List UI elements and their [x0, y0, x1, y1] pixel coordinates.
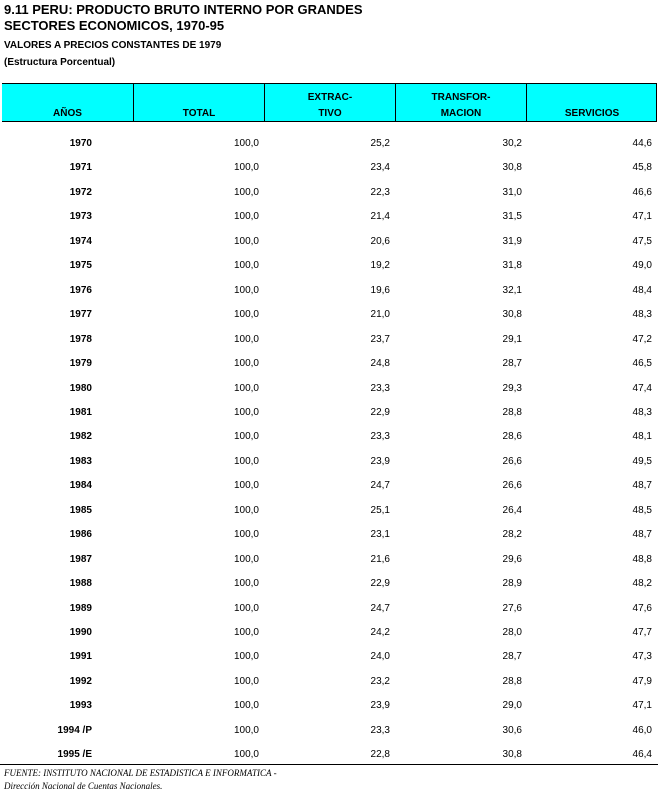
- row-servicios: 47,5: [632, 235, 652, 247]
- row-transformacion: 26,6: [502, 455, 522, 467]
- row-servicios: 47,1: [632, 211, 652, 223]
- row-year: 1984: [69, 480, 92, 492]
- row-servicios: 45,8: [632, 162, 652, 174]
- row-transformacion: 30,8: [502, 162, 522, 174]
- row-servicios: 48,5: [632, 504, 652, 516]
- row-transformacion: 26,4: [502, 504, 522, 516]
- row-transformacion: 28,0: [502, 627, 522, 638]
- row-transformacion: 26,6: [502, 480, 522, 492]
- row-total: 100,0: [233, 480, 259, 492]
- table-title-line2: SECTORES ECONOMICOS, 1970-95: [4, 18, 225, 33]
- column-header-transformacion: TRANSFOR- MACION: [395, 84, 526, 121]
- row-year: 1974: [69, 235, 92, 247]
- table-row: [0, 455, 658, 469]
- row-transformacion: 31,5: [502, 211, 522, 223]
- table-row: [0, 235, 658, 249]
- row-transformacion: 28,6: [502, 431, 522, 443]
- row-total: 100,0: [233, 529, 259, 541]
- table-row: [0, 333, 658, 347]
- row-total: 100,0: [233, 260, 259, 272]
- footer-divider: [0, 764, 658, 765]
- row-total: 100,0: [233, 211, 259, 223]
- table-row: [0, 430, 658, 444]
- row-year: 1979: [69, 358, 92, 370]
- table-subtitle: VALORES A PRECIOS CONSTANTES DE 1979: [4, 40, 222, 51]
- row-year: 1981: [69, 406, 92, 418]
- table-row: [0, 748, 658, 762]
- row-extractivo: 21,4: [370, 211, 390, 223]
- column-header-anos: AÑOS: [53, 108, 82, 119]
- row-extractivo: 24,2: [370, 627, 390, 638]
- table-row: [0, 357, 658, 371]
- row-servicios: 46,0: [632, 724, 652, 736]
- row-extractivo: 23,3: [370, 431, 390, 443]
- row-servicios: 46,6: [632, 186, 652, 198]
- row-servicios: 47,7: [632, 627, 652, 638]
- table-row: [0, 675, 658, 689]
- row-extractivo: 23,1: [370, 529, 390, 541]
- table-row: [0, 210, 658, 224]
- row-transformacion: 31,8: [502, 260, 522, 272]
- row-servicios: 44,6: [632, 138, 652, 149]
- row-year: 1976: [69, 284, 92, 296]
- row-total: 100,0: [233, 700, 259, 712]
- row-extractivo: 19,6: [370, 284, 390, 296]
- row-servicios: 49,0: [632, 260, 652, 272]
- row-servicios: 49,5: [632, 455, 652, 467]
- row-extractivo: 23,3: [370, 382, 390, 394]
- row-total: 100,0: [233, 553, 259, 565]
- row-servicios: 48,3: [632, 309, 652, 321]
- row-year: 1990: [69, 627, 92, 638]
- row-year: 1985: [69, 504, 92, 516]
- row-servicios: 47,2: [632, 333, 652, 345]
- row-year: 1994 /P: [57, 724, 92, 736]
- table-row: [0, 161, 658, 175]
- source-note-line1: FUENTE: INSTITUTO NACIONAL DE ESTADISTICA E INFORMATICA -: [4, 768, 277, 778]
- row-year: 1975: [69, 260, 92, 272]
- row-transformacion: 30,2: [502, 138, 522, 149]
- row-extractivo: 22,8: [370, 749, 390, 761]
- row-extractivo: 24,0: [370, 651, 390, 663]
- row-total: 100,0: [233, 578, 259, 590]
- table-row: [0, 553, 658, 567]
- row-year: 1977: [69, 309, 92, 321]
- row-transformacion: 28,7: [502, 651, 522, 663]
- row-servicios: 47,6: [632, 602, 652, 614]
- row-year: 1973: [69, 211, 92, 223]
- row-transformacion: 30,8: [502, 749, 522, 761]
- row-servicios: 47,3: [632, 651, 652, 663]
- row-total: 100,0: [233, 749, 259, 761]
- row-transformacion: 28,8: [502, 675, 522, 687]
- table-row: [0, 406, 658, 420]
- row-servicios: 47,9: [632, 675, 652, 687]
- table-row: [0, 602, 658, 616]
- row-year: 1978: [69, 333, 92, 345]
- row-extractivo: 20,6: [370, 235, 390, 247]
- row-total: 100,0: [233, 138, 259, 149]
- row-total: 100,0: [233, 333, 259, 345]
- row-year: 1983: [69, 455, 92, 467]
- row-year: 1988: [69, 578, 92, 590]
- row-servicios: 48,2: [632, 578, 652, 590]
- table-row: [0, 699, 658, 713]
- table-row: [0, 284, 658, 298]
- table-header: [2, 83, 657, 122]
- row-total: 100,0: [233, 675, 259, 687]
- table-row: [0, 504, 658, 518]
- row-total: 100,0: [233, 431, 259, 443]
- row-extractivo: 24,7: [370, 602, 390, 614]
- row-total: 100,0: [233, 235, 259, 247]
- table-row: [0, 626, 658, 640]
- row-year: 1986: [69, 529, 92, 541]
- row-year: 1970: [69, 138, 92, 149]
- table-unit-note: (Estructura Porcentual): [4, 57, 116, 68]
- row-transformacion: 28,7: [502, 358, 522, 370]
- row-total: 100,0: [233, 651, 259, 663]
- row-extractivo: 24,7: [370, 480, 390, 492]
- row-transformacion: 28,2: [502, 529, 522, 541]
- row-servicios: 46,5: [632, 358, 652, 370]
- row-extractivo: 21,6: [370, 553, 390, 565]
- row-servicios: 47,4: [632, 382, 652, 394]
- row-total: 100,0: [233, 162, 259, 174]
- row-year: 1991: [69, 651, 92, 663]
- row-year: 1980: [69, 382, 92, 394]
- row-total: 100,0: [233, 309, 259, 321]
- row-transformacion: 27,6: [502, 602, 522, 614]
- row-extractivo: 23,4: [370, 162, 390, 174]
- row-transformacion: 29,3: [502, 382, 522, 394]
- table-row: [0, 577, 658, 591]
- table-title-line1: 9.11 PERU: PRODUCTO BRUTO INTERNO POR GRANDES: [4, 2, 363, 17]
- row-year: 1995 /E: [57, 749, 92, 761]
- row-year: 1987: [69, 553, 92, 565]
- row-transformacion: 31,9: [502, 235, 522, 247]
- row-extractivo: 23,3: [370, 724, 390, 736]
- row-servicios: 48,4: [632, 284, 652, 296]
- table-row: [0, 308, 658, 322]
- row-year: 1993: [69, 700, 92, 712]
- row-total: 100,0: [233, 406, 259, 418]
- row-servicios: 48,8: [632, 553, 652, 565]
- row-transformacion: 29,1: [502, 333, 522, 345]
- row-total: 100,0: [233, 504, 259, 516]
- row-extractivo: 22,3: [370, 186, 390, 198]
- row-year: 1972: [69, 186, 92, 198]
- row-extractivo: 21,0: [370, 309, 390, 321]
- row-transformacion: 29,6: [502, 553, 522, 565]
- row-transformacion: 28,8: [502, 406, 522, 418]
- row-year: 1992: [69, 675, 92, 687]
- row-servicios: 48,7: [632, 529, 652, 541]
- column-header-servicios: SERVICIOS: [526, 84, 657, 121]
- table-row: [0, 259, 658, 273]
- table-row: [0, 382, 658, 396]
- column-header-extractivo: EXTRAC- TIVO: [264, 84, 395, 121]
- row-extractivo: 23,2: [370, 675, 390, 687]
- header-right-border: [656, 84, 657, 121]
- table-row: [0, 650, 658, 664]
- row-servicios: 47,1: [632, 700, 652, 712]
- row-total: 100,0: [233, 382, 259, 394]
- row-total: 100,0: [233, 455, 259, 467]
- row-extractivo: 22,9: [370, 406, 390, 418]
- row-servicios: 48,3: [632, 406, 652, 418]
- row-extractivo: 23,9: [370, 455, 390, 467]
- row-total: 100,0: [233, 602, 259, 614]
- table-row: [0, 528, 658, 542]
- table-row: [0, 186, 658, 200]
- row-extractivo: 25,2: [370, 138, 390, 149]
- row-extractivo: 22,9: [370, 578, 390, 590]
- row-total: 100,0: [233, 724, 259, 736]
- row-transformacion: 28,9: [502, 578, 522, 590]
- row-transformacion: 31,0: [502, 186, 522, 198]
- table-row: [0, 724, 658, 738]
- table-row: [0, 137, 658, 151]
- row-transformacion: 32,1: [502, 284, 522, 296]
- row-total: 100,0: [233, 284, 259, 296]
- row-year: 1989: [69, 602, 92, 614]
- row-servicios: 48,7: [632, 480, 652, 492]
- row-transformacion: 30,8: [502, 309, 522, 321]
- row-extractivo: 23,7: [370, 333, 390, 345]
- column-header-total: TOTAL: [133, 84, 264, 121]
- row-extractivo: 24,8: [370, 358, 390, 370]
- row-total: 100,0: [233, 627, 259, 638]
- row-total: 100,0: [233, 358, 259, 370]
- row-extractivo: 25,1: [370, 504, 390, 516]
- row-transformacion: 30,6: [502, 724, 522, 736]
- source-note-line2: Dirección Nacional de Cuentas Nacionales.: [4, 781, 163, 791]
- table-row: [0, 479, 658, 493]
- row-servicios: 46,4: [632, 749, 652, 761]
- row-year: 1982: [69, 431, 92, 443]
- row-transformacion: 29,0: [502, 700, 522, 712]
- row-year: 1971: [69, 162, 92, 174]
- row-extractivo: 23,9: [370, 700, 390, 712]
- row-servicios: 48,1: [632, 431, 652, 443]
- row-extractivo: 19,2: [370, 260, 390, 272]
- row-total: 100,0: [233, 186, 259, 198]
